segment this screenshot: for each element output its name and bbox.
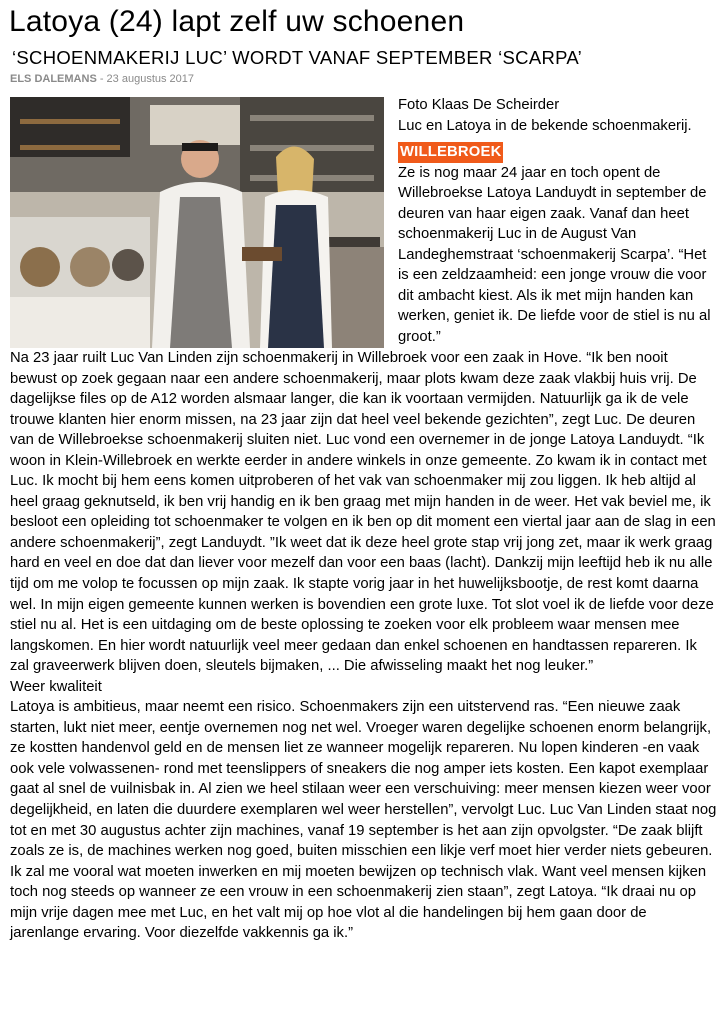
section-subheading: Weer kwaliteit: [10, 678, 102, 695]
publish-date: - 23 augustus 2017: [96, 73, 195, 85]
article-subtitle: ‘SCHOENMAKERIJ LUC’ WORDT VANAF SEPTEMBER ‘SCARPA’: [12, 47, 583, 68]
caption-column: [398, 95, 718, 347]
intro-paragraph: Ze is nog maar 24 jaar en toch opent de Willebroekse Latoya Landuydt in september de deuren van haar eigen zaak. Vanaf dan heet schoenmakerij Luc in de August Van Landeghemstraat ‘schoenmakerij Scarpa’. “Het is een zeldzaamheid: een jonge vrouw die voor dit ambacht kiest. Als ik met mijn handen kan werken, geniet ik. De liefde voor de stiel is nu al groot.”: [398, 164, 711, 345]
article-body: [10, 348, 718, 944]
photo-credit: Foto Klaas De Scheirder: [398, 97, 560, 113]
location-label: WILLEBROEK: [398, 142, 503, 163]
byline: [10, 72, 194, 86]
article-photo: [10, 97, 384, 348]
body-paragraph-1: Na 23 jaar ruilt Luc Van Linden zijn schoenmakerij in Willebroek voor een zaak in Hove. “Ik ben nooit bewust op zoek gegaan naar een andere schoenmakerij, maar plots kwam deze zaak vlakbij huis vrij. De dagelijkse files op de A12 worden alsmaar langer, die kan ik voortaan vermijden. Natuurlijk ga ik de vele trouwe klanten hier enorm missen, na 23 jaar zijn dat heel veel bekende gezichten”, zegt Luc. De deuren van de Willebroekse schoenmakerij sluiten niet. Luc vond een overnemer in de jonge Latoya Landuydt. “Ik woon in Klein-Willebroek en werkte eerder in andere winkels in onze gemeente. Zo kwam ik in contact met Luc. Ik mocht bij hem eens komen uitproberen of het vak van schoenmaker mij zou liggen. Ik heb altijd al heel graag geknutseld, ik ben vrij handig en ik ben graag met mijn handen in de weer. Het vak beviel me, ik besloot een opleiding tot schoenmaker te volgen en ik ben op dit moment een viertal jaar aan de slag in een andere schoenmakerij”, zegt Landuydt. ”Ik weet dat ik deze heel grote stap vrij jong zet, maar ik werk graag hard en veel en doe dat dan liever voor mezelf dan voor een baas (lacht). Dankzij mijn leeftijd heb ik nu alle tijd om me volop te focussen op mijn zaak. Ik stapte vorig jaar in het huwelijksbootje, de rest komt daarna wel. In mijn eigen gemeente kunnen werken is bovendien een grote luxe. Tot slot voel ik de liefde voor deze stiel nu al. Het is een uitdaging om de beste oplossing te zoeken voor elk probleem waar mensen mee langskomen. En hier wordt natuurlijk veel meer gedaan dan enkel schoenen en handtassen repareren. Ik zal graveerwerk blijven doen, sleutels bijmaken, ... Die afwisseling maakt het nog leuker.”: [10, 350, 716, 675]
author-name: ELS DALEMANS: [10, 73, 97, 85]
photo-caption: Luc en Latoya in de bekende schoenmakerij.: [398, 117, 692, 134]
location-wrap: [398, 136, 718, 163]
shop-photo-illustration: [10, 97, 384, 348]
body-paragraph-2: Latoya is ambitieus, maar neemt een risico. Schoenmakers zijn een uitstervend ras. “Een nieuwe zaak starten, lukt niet meer, eentje overnemen nog net wel. Vroeger waren degelijke schoenen enorm belangrijk, ze kostten handenvol geld en de mensen liet ze wanneer mogelijk repareren. Nu lopen kinderen -en vaak ook vele volwassenen- rond met teenslippers of sneakers die nog amper iets kosten. Een kapot exemplaar gaat al snel de vuilnisbak in. Al zien we heel stilaan weer een verschuiving: meer mensen kiezen weer voor degelijkheid, en laten die duurdere exemplaren wel weer herstellen”, vervolgt Luc. Luc Van Linden staat nog tot en met 30 augustus achter zijn machines, vanaf 19 september is het aan zijn opvolgster. “De zaak blijft zoals ze is, de machines werken nog goed, buiten misschien een likje verf moet hier verder niets gebeuren. Ik zal me vooral wat moeten inwerken en mij moeten bewijzen op technisch vlak. Want veel mensen kijken toch nog steeds op wanneer ze een vrouw in een schoenmakerij zien staan”, zegt Latoya. “Ik draai nu op mijn vrije dagen mee met Luc, en het valt mij op hoe vlot al die handelingen bij hem gaan door de jarenlange ervaring. Voor diezelfde vakkennis ga ik.”: [10, 699, 717, 942]
article-title: Latoya (24) lapt zelf uw schoenen: [9, 5, 465, 38]
